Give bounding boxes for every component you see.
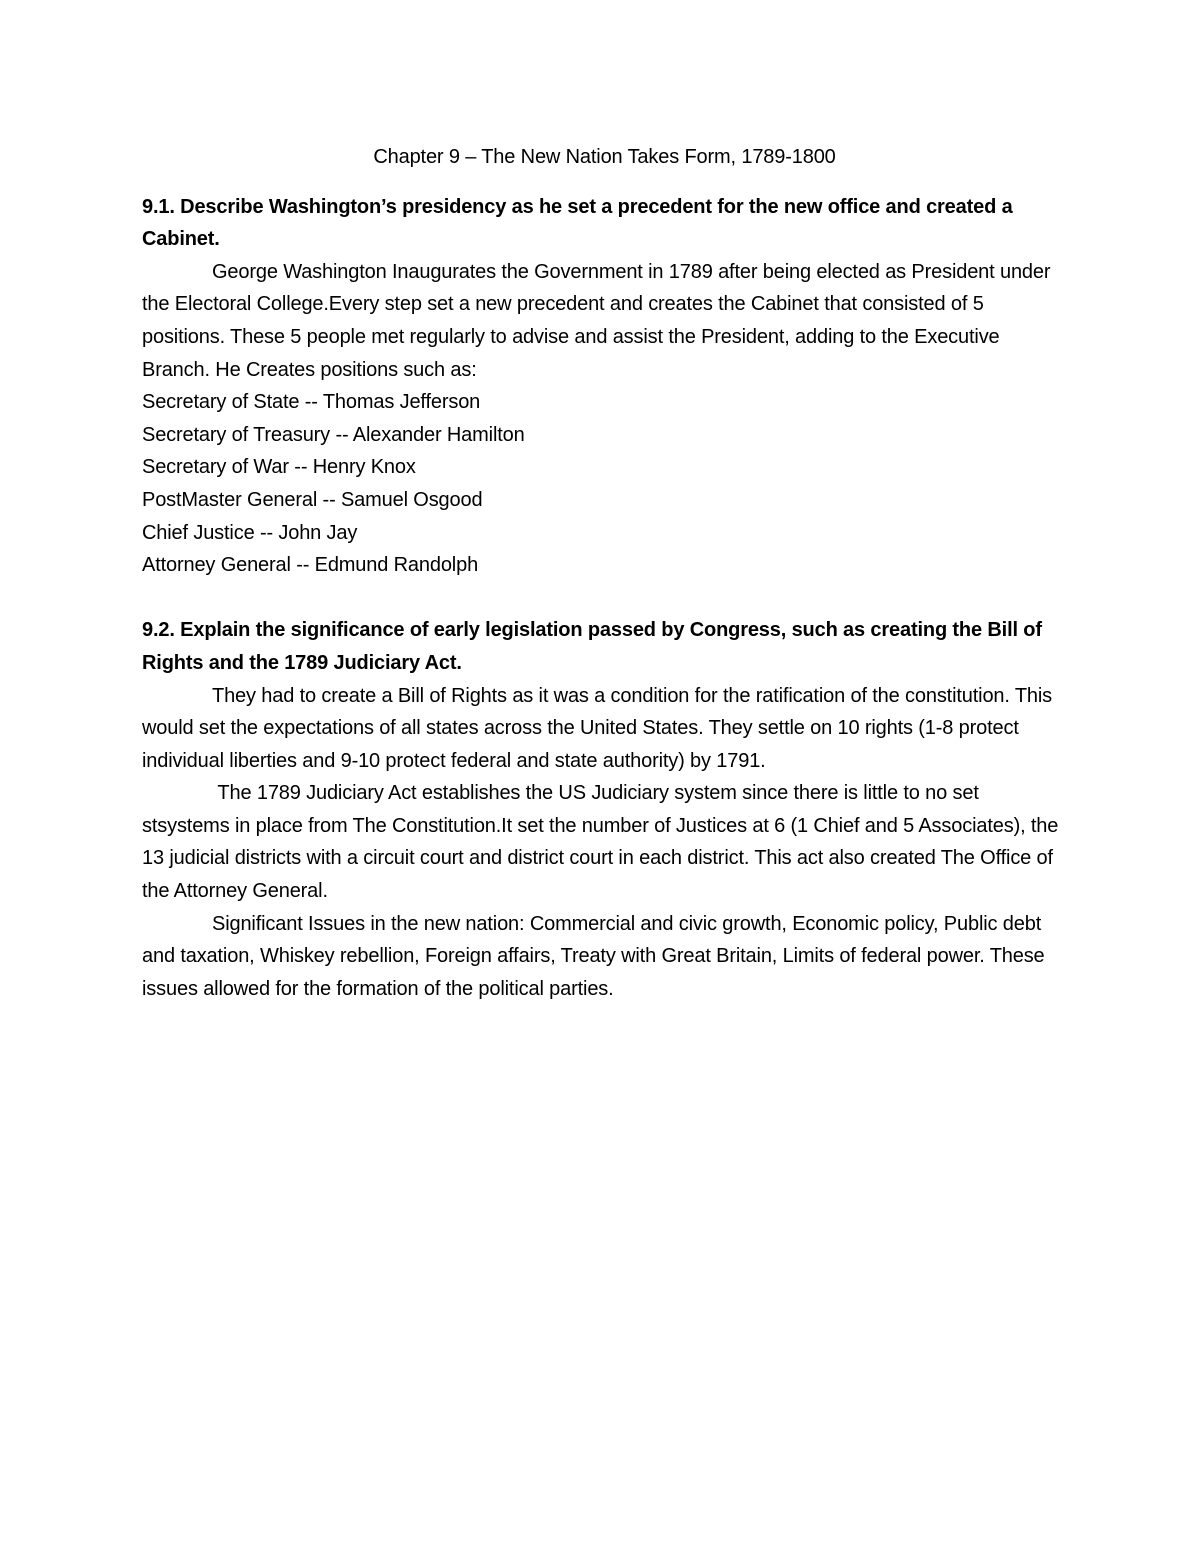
cabinet-list-item: Secretary of War -- Henry Knox — [142, 456, 416, 479]
cabinet-list-item: PostMaster General -- Samuel Osgood — [142, 488, 483, 511]
cabinet-list-item: Chief Justice -- John Jay — [142, 521, 358, 544]
cabinet-list-item: Attorney General -- Edmund Randolph — [142, 554, 479, 577]
document-body — [142, 141, 1067, 1005]
document-title: Chapter 9 – The New Nation Takes Form, 1789-1800 — [373, 146, 836, 168]
section-question: 9.1. Describe Washington’s presidency as he set a precedent for the new office and created a Cabinet. — [142, 195, 1013, 251]
section-9-1 — [142, 191, 1067, 582]
section-9-2 — [142, 614, 1067, 1005]
cabinet-list-item: Secretary of State -- Thomas Jefferson — [142, 391, 481, 414]
section-paragraph: The 1789 Judiciary Act establishes the US Judiciary system since there is little to no set stsystems in place from The Constitution.It set the number of Justices at 6 (1 Chief and 5 Associates), the 13 judicial districts with a circuit court and district court in each district. This act also created The Office of the Attorney General. — [142, 782, 1064, 903]
cabinet-list-item: Secretary of Treasury -- Alexander Hamilton — [142, 423, 525, 446]
section-paragraph: They had to create a Bill of Rights as it was a condition for the ratification of the constitution. This would set the expectations of all states across the United States. They settle on 10 rights (1-8 protect individual liberties and 9-10 protect federal and state authority) by 1791. — [142, 684, 1053, 772]
cabinet-list — [142, 386, 1067, 582]
section-paragraph: Significant Issues in the new nation: Commercial and civic growth, Economic policy, Public debt and taxation, Whiskey rebellion, Foreign affairs, Treaty with Great Britain, Limits of federal power. These issues allowed for the formation of the political parties. — [142, 912, 1045, 1000]
section-paragraph: George Washington Inaugurates the Government in 1789 after being elected as President under the Electoral College.Every step set a new precedent and creates the Cabinet that consisted of 5 positions. These 5 people met regularly to advise and assist the President, adding to the Executive Branch. He Creates positions such as: — [142, 260, 1051, 381]
section-question: 9.2. Explain the significance of early legislation passed by Congress, such as creating the Bill of Rights and the 1789 Judiciary Act. — [142, 619, 1042, 674]
section-spacer — [142, 582, 1067, 615]
